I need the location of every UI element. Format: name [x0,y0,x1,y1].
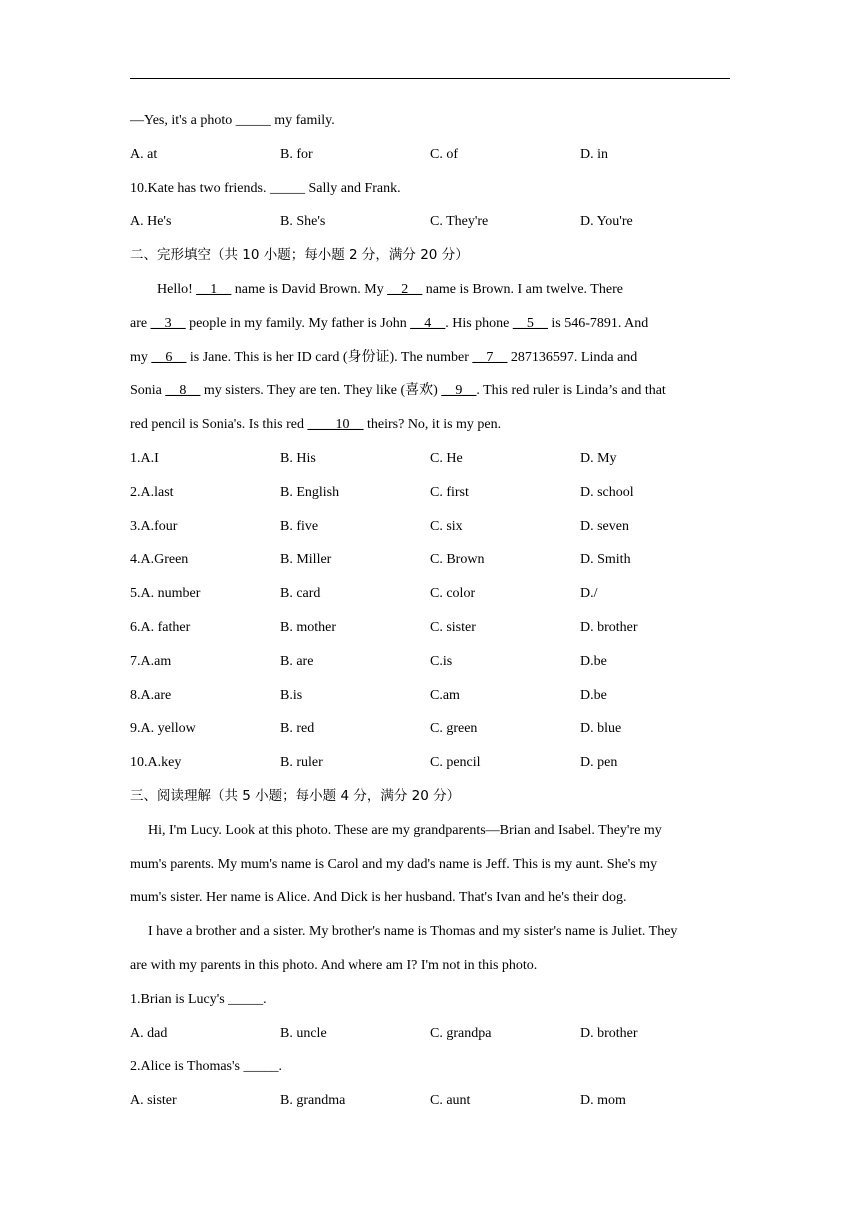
blank-7: __7__ [472,349,508,365]
option-a: 7.A.am [130,653,172,669]
blank-9: __9__ [441,383,477,399]
option-a: A. He's [130,214,172,230]
cloze-item-2 [130,476,730,510]
option-c: C. aunt [430,1093,471,1109]
option-b: B. His [280,450,316,466]
reading-passage-line-2: mum's parents. My mum's name is Carol and my dad's name is Jeff. This is my aunt. She's my [130,856,658,872]
passage-text: people in my family. My father is John [185,315,411,331]
option-a: A. sister [130,1093,177,1109]
blank-6: __6__ [151,349,187,365]
header-rule [130,78,730,79]
passage-text: is 546-7891. And [547,315,649,331]
option-a: 3.A.four [130,518,178,534]
section-3-heading: 三、阅读理解（共 5 小题；每小题 4 分，满分 20 分） [130,787,461,804]
option-b: B. English [280,484,340,500]
cloze-item-10 [130,746,730,780]
option-d: D. blue [580,721,622,737]
passage-text: name is David Brown. My [231,281,388,297]
option-d: D./ [580,586,598,602]
option-b: B. grandma [280,1093,346,1109]
reading-question-1-options [130,1017,730,1051]
cloze-passage-line-2 [130,307,730,341]
passage-text: . His phone [445,315,513,331]
option-a: 1.A.I [130,450,159,466]
question-9-answer-line: —Yes, it's a photo _____ my family. [130,113,335,128]
reading-passage-line-3: mum's sister. Her name is Alice. And Dick is her husband. That's Ivan and he's their dog. [130,890,627,906]
option-b: B. She's [280,214,326,230]
option-b: B. ruler [280,755,323,771]
passage-text: my [130,349,152,365]
cloze-item-6 [130,611,730,645]
cloze-passage-line-4 [130,374,730,408]
option-b: B. are [280,653,314,669]
option-c: C. He [430,450,463,466]
option-b: B.is [280,687,303,703]
cloze-passage-line-5 [130,408,730,442]
option-a: 5.A. number [130,586,201,602]
reading-question-2-options [130,1084,730,1118]
passage-text: name is Brown. I am twelve. There [422,281,623,297]
option-c: C. of [430,146,458,162]
option-d: D.be [580,687,607,703]
option-d: D. You're [580,214,633,230]
option-c: C. color [430,586,476,602]
passage-text: . This red ruler is Linda’s and that [476,383,666,399]
option-d: D.be [580,653,607,669]
option-d: D. mom [580,1093,626,1109]
option-a: A. at [130,146,158,162]
cloze-passage-line-3 [130,341,730,375]
cloze-item-8 [130,679,730,713]
option-d: D. pen [580,755,618,771]
option-a: 9.A. yellow [130,721,196,737]
option-c: C. grandpa [430,1025,492,1041]
option-d: D. My [580,450,617,466]
passage-text: red pencil is Sonia's. Is this red [130,417,308,433]
option-a: 10.A.key [130,755,182,771]
cloze-options-list [130,442,730,780]
option-a: 2.A.last [130,484,174,500]
cloze-item-7 [130,645,730,679]
option-b: B. for [280,146,313,162]
option-b: B. mother [280,619,336,635]
cloze-item-4 [130,543,730,577]
blank-10: ____10__ [307,417,364,433]
blank-4: __4__ [410,315,446,331]
option-b: B. five [280,518,319,534]
passage-text: Sonia [130,383,166,399]
reading-passage-line-1: Hi, I'm Lucy. Look at this photo. These are my grandparents—Brian and Isabel. They're my [148,822,662,838]
cloze-item-3 [130,510,730,544]
option-b: B. card [280,586,321,602]
blank-8: __8__ [165,383,201,399]
option-d: D. Smith [580,552,631,568]
option-d: D. seven [580,518,629,534]
blank-1: __1__ [196,281,232,297]
option-c: C. sister [430,619,476,635]
option-c: C. pencil [430,755,481,771]
question-10-stem: 10.Kate has two friends. _____ Sally and Frank. [130,180,401,196]
blank-5: __5__ [512,315,548,331]
option-c: C. They're [430,214,489,230]
option-a: 8.A.are [130,687,172,703]
question-9-options [130,138,730,172]
option-c: C. six [430,518,463,534]
reading-question-1-stem: 1.Brian is Lucy's _____. [130,991,267,1007]
page-content [130,104,730,1118]
blank-2: __2__ [387,281,423,297]
option-c: C.is [430,653,453,669]
passage-text: theirs? No, it is my pen. [363,417,502,433]
option-a: 4.A.Green [130,552,189,568]
cloze-item-1 [130,442,730,476]
passage-text: my sisters. They are ten. They like (喜欢) [200,383,442,399]
option-a: A. dad [130,1025,168,1041]
passage-text: is Jane. This is her ID card (身份证). The number [186,349,473,365]
passage-text: 287136597. Linda and [507,349,638,365]
option-c: C.am [430,687,460,703]
cloze-item-5 [130,577,730,611]
passage-text: are [130,315,151,331]
reading-passage-line-5: are with my parents in this photo. And where am I? I'm not in this photo. [130,957,538,973]
option-d: D. brother [580,619,638,635]
option-b: B. uncle [280,1025,327,1041]
option-d: D. in [580,146,608,162]
option-b: B. Miller [280,552,332,568]
blank-3: __3__ [150,315,186,331]
option-c: C. green [430,721,478,737]
option-b: B. red [280,721,315,737]
passage-text: Hello! [157,281,197,297]
option-c: C. first [430,484,469,500]
option-a: 6.A. father [130,619,191,635]
question-10-options [130,205,730,239]
reading-question-2-stem: 2.Alice is Thomas's _____. [130,1059,282,1075]
reading-passage-line-4: I have a brother and a sister. My brother's name is Thomas and my sister's name is Juliet. They [148,924,678,940]
cloze-passage-line-1 [130,273,730,307]
option-c: C. Brown [430,552,485,568]
cloze-item-9 [130,712,730,746]
section-2-heading: 二、完形填空（共 10 小题；每小题 2 分，满分 20 分） [130,247,469,264]
option-d: D. brother [580,1025,638,1041]
option-d: D. school [580,484,634,500]
